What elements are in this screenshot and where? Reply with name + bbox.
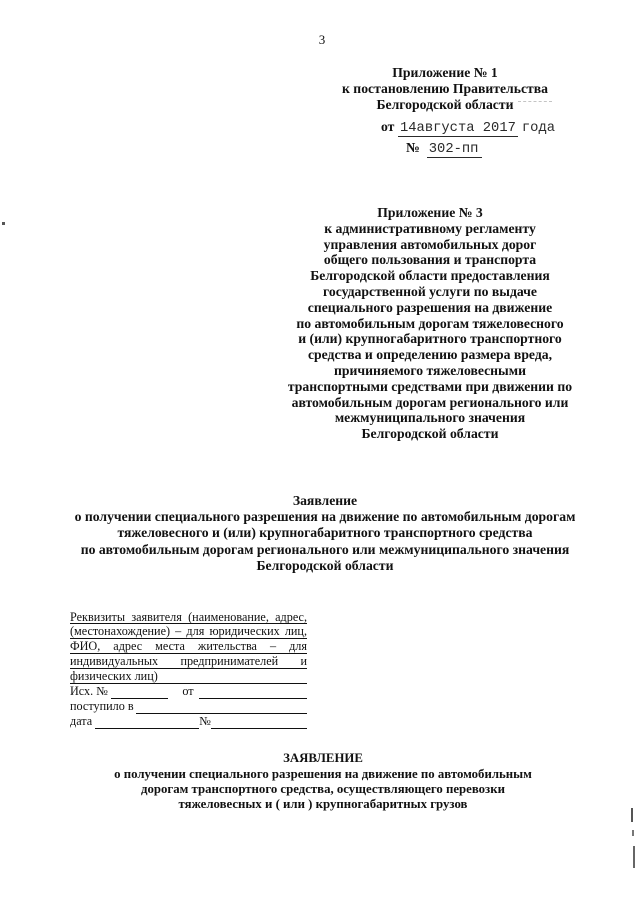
appendix3-line: специального разрешения на движение [307,299,553,315]
date-blank [95,717,199,729]
application-heading-line: тяжеловесного и (или) крупногабаритного транспортного средства [117,525,533,541]
form-line: дорогам транспортного средства, осуществляющего перевозки [141,782,505,797]
appendix1-number-row [406,140,482,156]
appendix1-date-value: 14августа 2017 [399,121,516,136]
scan-artifact [518,101,552,102]
scan-artifact [633,846,635,868]
appendix3-line: государственной услуги по выдаче [323,283,537,299]
application-heading-line: Белгородской области [256,557,394,573]
appendix1-date-prefix: от [381,119,395,134]
appendix1-date-suffix: года [521,121,556,136]
received-row [70,699,307,714]
requisites-line: (местонахождение) – для юридических лиц, [70,624,307,639]
registration-number-blank [211,717,307,729]
appendix3-line: причиняемого тяжеловесными [334,362,526,378]
appendix1-number-value: 302-пп [427,143,483,158]
form-title: ЗАЯВЛЕНИЕ [283,751,363,766]
outgoing-date-label: от [182,683,194,698]
received-label: поступило в [70,698,134,713]
appendix1-block [300,65,590,113]
appendix3-line: управления автомобильных дорог [323,236,537,252]
application-heading-line: по автомобильным дорогам регионального или межмуниципального значения [80,541,570,557]
scan-artifact [631,808,633,822]
requisites-line: индивидуальных предпринимателей и [70,654,307,669]
outgoing-number-blank [111,687,168,699]
application-heading [20,493,630,574]
scan-artifact [2,222,5,225]
appendix3-block [280,205,580,442]
date-label: дата [70,713,93,728]
appendix1-line: к постановлению Правительства [342,81,548,96]
applicant-requisites-block [70,610,307,729]
requisites-line: Реквизиты заявителя (наименование, адрес, [70,609,307,624]
appendix1-line: Белгородской области [376,97,514,112]
requisites-line: физических лиц) [70,669,307,684]
form-line: тяжеловесных и ( или ) крупногабаритных грузов [178,797,468,812]
application-heading-title: Заявление [292,493,358,508]
appendix1-number-prefix: № [406,140,420,155]
application-heading-line: о получении специального разрешения на движение по автомобильным дорогам [74,509,576,525]
appendix3-line: к административному регламенту [324,220,536,236]
outgoing-number-row [70,684,307,699]
appendix3-line: по автомобильным дорогам тяжеловесного [296,315,564,331]
registration-number-label: № [199,713,211,728]
scan-artifact [632,830,634,836]
appendix1-date-row [381,119,555,135]
appendix3-title: Приложение № 3 [377,205,483,220]
appendix3-line: средства и определению размера вреда, [307,347,553,363]
requisites-line: ФИО, адрес места жительства – для [70,639,307,654]
appendix1-title: Приложение № 1 [392,65,498,80]
appendix3-line: и (или) крупногабаритного транспортного [298,331,562,347]
appendix3-line: межмуниципального значения [334,410,526,426]
appendix3-line: Белгородской области предоставления [310,268,550,284]
appendix3-line: общего пользования и транспорта [323,252,537,268]
page-number: 3 [318,32,326,47]
form-line: о получении специального разрешения на движение по автомобильным [114,766,532,781]
outgoing-date-blank [199,687,307,699]
received-blank [136,702,307,714]
appendix3-line: автомобильным дорогам регионального или [291,394,569,410]
form-heading [15,751,631,813]
date-row [70,714,307,729]
appendix3-line: Белгородской области [361,426,499,442]
appendix3-line: транспортными средствами при движении по [287,378,573,394]
outgoing-number-label: Исх. № [70,683,108,698]
